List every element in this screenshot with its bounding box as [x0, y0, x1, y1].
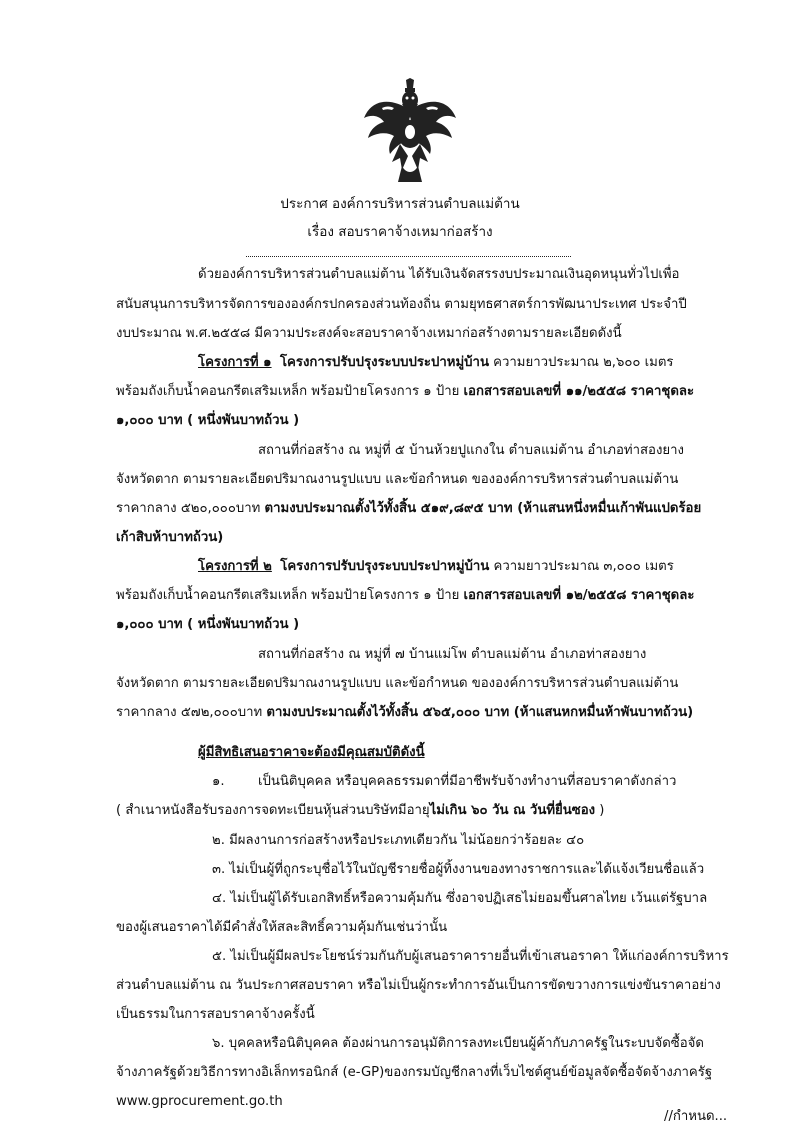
qualification-1-number: ๑. [212, 774, 225, 789]
project1-length: ความยาวประมาณ ๒,๖๐๐ เมตร [488, 355, 674, 370]
project1-name: โครงการปรับปรุงระบบประปาหมู่บ้าน [279, 355, 489, 370]
qualification-3: ๓. ไม่เป็นผู้ที่ถูกระบุชื่อไว้ในบัญชีรายชื่อผู้ทิ้งงานของทางราชการและได้แจ้งเวียนชื่อแล้ว [212, 862, 705, 877]
qualification-6: ๖. บุคคลหรือนิติบุคคล ต้องผ่านการอนุมัติการลงทะเบียนผู้ค้ากับภาครัฐในระบบจัดซื้อจัด [212, 1036, 704, 1051]
project2-site: สถานที่ก่อสร้าง ณ หมู่ที่ ๗ บ้านแม่โพ ตำบลแม่ต้าน อำเภอท่าสองยาง [258, 647, 647, 662]
qualification-5-cont: ส่วนตำบลแม่ต้าน ณ วันประกาศสอบราคา หรือไม่เป็นผู้กระทำการอันเป็นการขัดขวางการแข่งขันราคาอย่าง [116, 978, 721, 993]
qualification-1-note-text: ( สำเนาหนังสือรับรองการจดทะเบียนหุ้นส่วนบริษัทมีอายุ [116, 803, 430, 818]
project2-length: ความยาวประมาณ ๓,๐๐๐ เมตร [489, 559, 674, 574]
project1-line1 [198, 354, 674, 372]
qualification-5: ๕. ไม่เป็นผู้มีผลประโยชน์ร่วมกันกับผู้เสนอราคารายอื่นที่เข้าเสนอราคา ให้แก่องค์การบริหาร [212, 949, 729, 964]
project2-budget [116, 704, 693, 722]
qualification-2: ๒. มีผลงานการก่อสร้างหรือประเภทเดียวกัน ไม่น้อยกว่าร้อยละ ๔๐ [212, 833, 585, 848]
qualification-1-note-close: ) [595, 803, 605, 818]
project2-doc-price: ๑,๐๐๐ บาท ( หนึ่งพันบาทถ้วน ) [116, 617, 300, 632]
intro-line: สนับสนุนการบริหารจัดการขององค์กรปกครองส่วนท้องถิ่น ตามยุทธศาสตร์การพัฒนาประเทศ ประจำปี [116, 297, 687, 312]
project2-tank: พร้อมถังเก็บน้ำคอนกรีตเสริมเหล็ก พร้อมป้ายโครงการ ๑ ป้าย [116, 588, 464, 603]
project1-line2 [116, 383, 694, 401]
divider [246, 256, 571, 257]
qualification-5-cont: เป็นธรรมในการสอบราคาจ้างครั้งนี้ [116, 1007, 315, 1022]
qualification-4: ๔. ไม่เป็นผู้ได้รับเอกสิทธิ์หรือความคุ้มกัน ซึ่งอาจปฏิเสธไม่ยอมขึ้นศาลไทย เว้นแต่รัฐบาล [212, 891, 708, 906]
project2-site: จังหวัดตาก ตามรายละเอียดปริมาณงานรูปแบบ และข้อกำหนด ขององค์การบริหารส่วนตำบลแม่ต้าน [116, 676, 679, 691]
project1-budget-total: ตามงบประมาณตั้งไว้ทั้งสิ้น ๕๑๙,๘๙๕ บาท (ห้าแสนหนึ่งหมื่นเก้าพันแปดร้อย [264, 501, 702, 516]
project1-site: จังหวัดตาก ตามรายละเอียดปริมาณงานรูปแบบ และข้อกำหนด ขององค์การบริหารส่วนตำบลแม่ต้าน [116, 472, 679, 487]
intro-line: งบประมาณ พ.ศ.๒๕๕๘ มีความประสงค์จะสอบราคาจ้างเหมาก่อสร้างตามรายละเอียดดังนี้ [116, 326, 622, 341]
project1-median-price: ราคากลาง ๕๒๐,๐๐๐บาท [116, 501, 265, 516]
project1-tank: พร้อมถังเก็บน้ำคอนกรีตเสริมเหล็ก พร้อมป้ายโครงการ ๑ ป้าย [116, 384, 464, 399]
qualification-1: เป็นนิติบุคคล หรือบุคคลธรรมดาที่มีอาชีพรับจ้างทำงานที่สอบราคาดังกล่าว [258, 774, 677, 789]
qualification-6-cont: จ้างภาครัฐด้วยวิธีการทางอิเล็กทรอนิกส์ (e-GP)ของกรมบัญชีกลางที่เว็บไซต์ศูนย์ข้อมูลจัดซื้อจัดจ้างภาครัฐ [116, 1065, 713, 1080]
announcement-title: ประกาศ องค์การบริหารส่วนตำบลแม่ต้าน [280, 196, 520, 212]
garuda-emblem-icon [362, 78, 458, 186]
project1-doc-price: ๑,๐๐๐ บาท ( หนึ่งพันบาทถ้วน ) [116, 413, 300, 428]
qualification-1-note [116, 802, 604, 820]
intro-line: ด้วยองค์การบริหารส่วนตำบลแม่ต้าน ได้รับเงินจัดสรรงบประมาณเงินอุดหนุนทั่วไปเพื่อ [198, 267, 680, 282]
project2-median-price: ราคากลาง ๕๗๒,๐๐๐บาท [116, 705, 267, 720]
project1-site: สถานที่ก่อสร้าง ณ หมู่ที่ ๕ บ้านห้วยปูแกงใน ตำบลแม่ต้าน อำเภอท่าสองยาง [258, 443, 684, 458]
project2-doc-number: เอกสารสอบเลขที่ ๑๒/๒๕๕๘ ราคาชุดละ [463, 588, 695, 603]
continuation-marker: //กำหนด... [664, 1109, 728, 1124]
qualification-4-cont: ของผู้เสนอราคาได้มีคำสั่งให้สละสิทธิ์ความคุ้มกันเช่นว่านั้น [116, 920, 448, 935]
project2-label: โครงการที่ ๒ [198, 559, 272, 574]
project1-budget-words: เก้าสิบห้าบาทถ้วน) [116, 530, 224, 545]
procurement-website: www.gprocurement.go.th [116, 1094, 283, 1109]
qualifications-heading: ผู้มีสิทธิเสนอราคาจะต้องมีคุณสมบัติดังนี้ [198, 745, 425, 760]
project1-doc-number: เอกสารสอบเลขที่ ๑๑/๒๕๕๘ ราคาชุดละ [463, 384, 695, 399]
announcement-subject: เรื่อง สอบราคาจ้างเหมาก่อสร้าง [307, 224, 493, 240]
qualification-1-note-deadline: ไม่เกิน ๖๐ วัน ณ วันที่ยื่นซอง [429, 803, 596, 818]
project1-budget [116, 500, 701, 518]
project2-name: โครงการปรับปรุงระบบประปาหมู่บ้าน [280, 559, 490, 574]
project2-budget-total: ตามงบประมาณตั้งไว้ทั้งสิ้น ๕๖๕,๐๐๐ บาท (ห้าแสนหกหมื่นห้าพันบาทถ้วน) [266, 705, 694, 720]
project1-label: โครงการที่ ๑ [198, 355, 272, 370]
project2-line2 [116, 587, 694, 605]
project2-line1 [198, 558, 674, 576]
